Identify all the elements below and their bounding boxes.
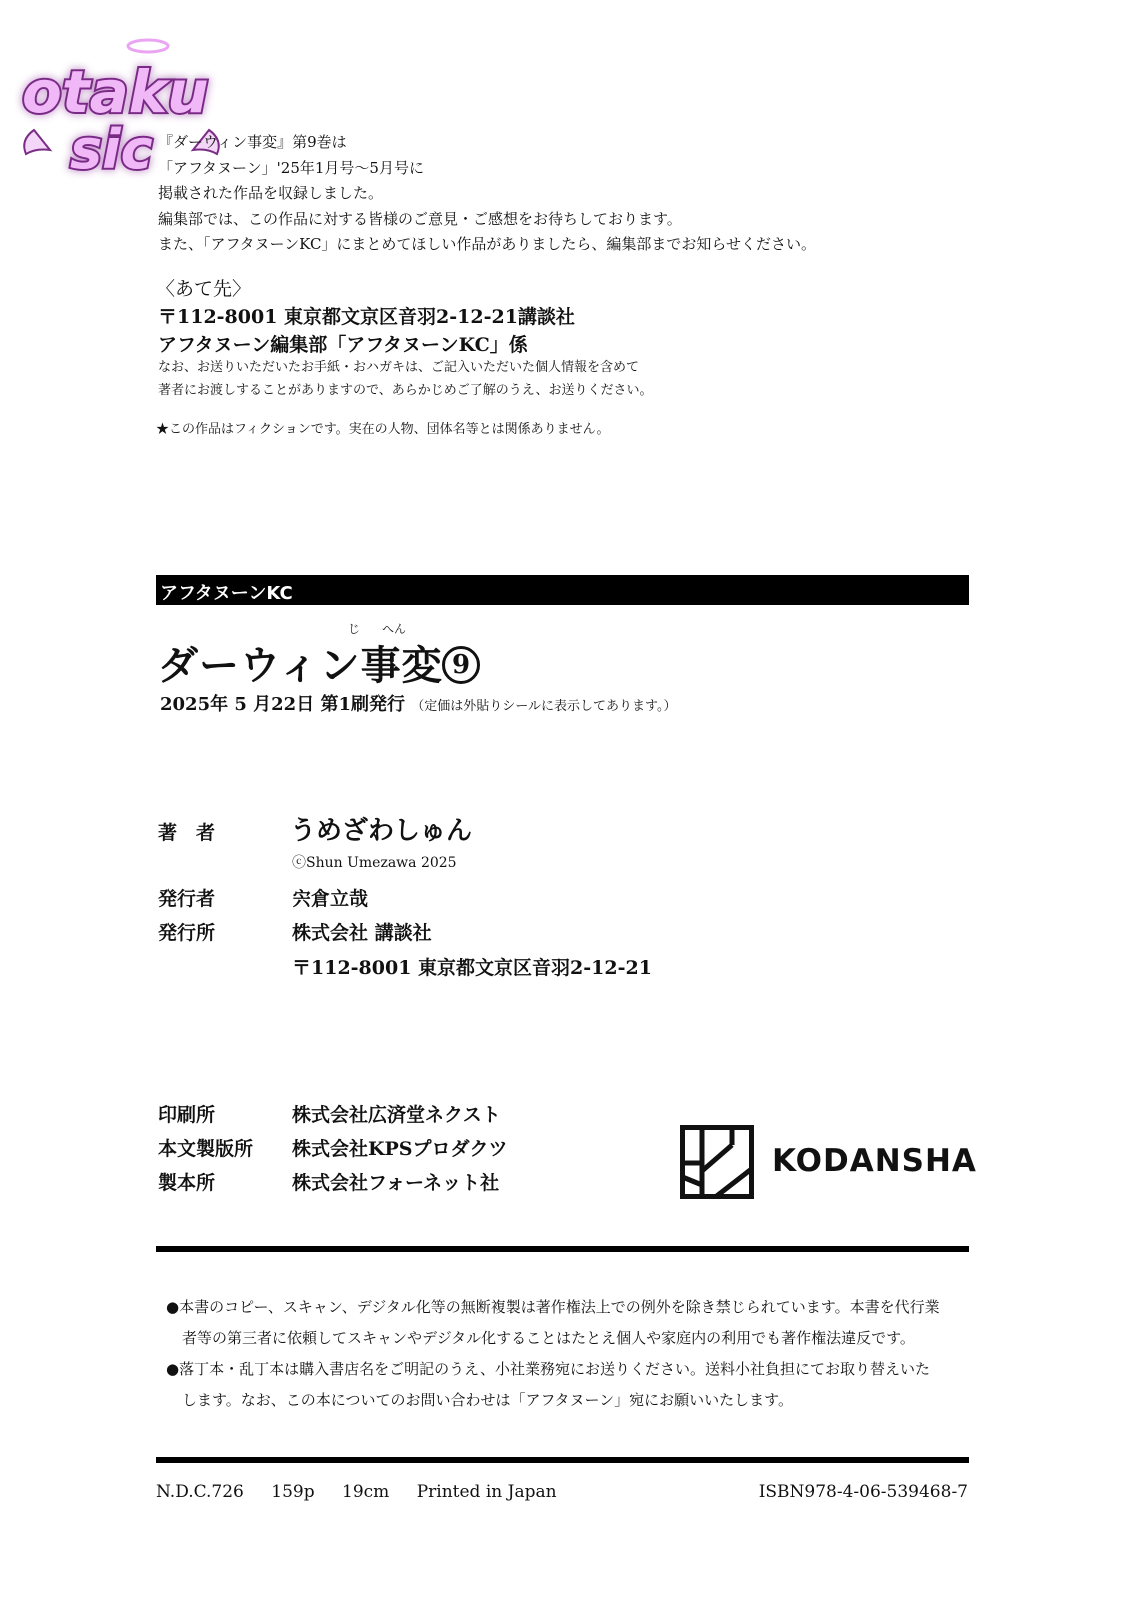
ndc-code: N.D.C.726 [156,1482,244,1502]
printed-in: Printed in Japan [416,1482,557,1502]
publication-date [160,690,676,716]
watermark-line2: sic [70,118,153,180]
printer-label: 印刷所 [158,1104,216,1126]
publisher-address: 〒112-8001 東京都文京区音羽2-12-21 [292,957,652,979]
ruby-hen: へん [382,622,407,636]
book-size: 19cm [342,1482,390,1502]
legal-line: 者等の第三者に依頼してスキャンやデジタル化することはたとえ個人や家庭内の利用でも著作権法違反です。 [182,1329,915,1347]
legal-block [166,1292,940,1416]
privacy-line: 著者にお渡しすることがありますので、あらかじめご了解のうえ、お送りください。 [158,383,653,398]
note-line: 「アフタヌーン」'25年1月号～5月号に [158,158,424,177]
privacy-note [158,356,653,402]
note-line: また、「アフタヌーンKC」にまとめてほしい作品がありましたら、編集部までお知らせください。 [158,235,816,253]
isbn: ISBN978-4-06-539468-7 [758,1482,968,1502]
footer-info [156,1482,579,1502]
copyright: ⓒShun Umezawa 2025 [292,855,457,871]
address-postal: 〒112-8001 東京都文京区音羽2-12-21講談社 [158,306,575,328]
divider-rule [156,1246,969,1252]
page-count: 159p [271,1482,315,1502]
publisher-person-label: 発行者 [158,888,216,910]
author-name: うめざわしゅん [290,816,473,846]
legal-line: します。なお、この本についてのお問い合わせは「アフタヌーン」宛にお願いいたします。 [182,1391,793,1409]
watermark-line1: otaku [22,58,209,126]
printer-name: 株式会社広済堂ネクスト [292,1104,501,1126]
note-line: 掲載された作品を収録しました。 [158,184,384,202]
publisher-person: 宍倉立哉 [292,888,369,910]
divider-rule [156,1457,969,1463]
ruby-ji: じ [348,622,361,636]
author-label: 著 者 [158,822,216,844]
book-title: ダーウィン事変 [158,642,443,689]
halo-icon [128,40,168,52]
series-bar [156,575,969,605]
price-note: （定価は外貼りシールに表示してあります。） [411,699,677,714]
date-text: 2025年 5 月22日 第1刷発行 [160,694,405,715]
binder-label: 製本所 [158,1172,216,1194]
series-label: アフタヌーンKC [160,583,293,604]
publisher-name: 株式会社 講談社 [292,922,432,944]
plate-name: 株式会社KPSプロダクツ [292,1138,508,1160]
address-department: アフタヌーン編集部「アフタヌーンKC」係 [158,334,528,356]
privacy-line: なお、お送りいただいたお手紙・おハガキは、ご記入いただいた個人情報を含めて [158,360,640,375]
legal-line: ●本書のコピー、スキャン、デジタル化等の無断複製は著作権法上での例外を除き禁じられています。本書を代行業 [166,1298,940,1316]
notes-block [158,130,816,258]
note-line: 『ダーウィン事変』第9巻は [158,133,347,151]
legal-line: ●落丁本・乱丁本は購入書店名をご明記のうえ、小社業務宛にお送りください。送料小社負担にてお取り替えいた [166,1360,930,1378]
kodansha-logo-icon [680,1125,754,1199]
kodansha-wordmark: KODANSHA [772,1143,977,1179]
left-wing-icon [24,130,50,154]
binder-name: 株式会社フォーネット社 [292,1172,500,1194]
fiction-note: ★この作品はフィクションです。実在の人物、団体名等とは関係ありません。 [156,422,610,437]
volume-number: 9 [442,646,480,684]
address-heading: 〈あて先〉 [156,278,252,300]
publisher-label: 発行所 [158,922,216,944]
note-line: 編集部では、この作品に対する皆様のご意見・ご感想をお待ちしております。 [158,209,682,228]
plate-label: 本文製版所 [158,1138,254,1160]
